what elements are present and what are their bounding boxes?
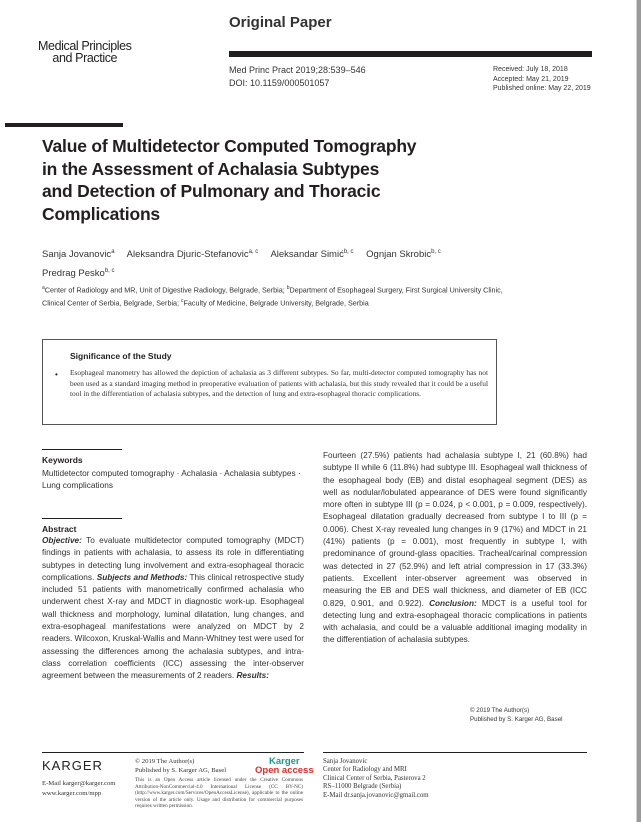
- publisher-line: Published by S. Karger AG, Basel: [470, 716, 563, 723]
- affiliation-a: Center of Radiology and MR, Unit of Digestive Radiology, Belgrade, Serbia;: [44, 285, 287, 295]
- affiliation-mark: c: [181, 297, 184, 304]
- objective-text: To evaluate multidetector computed tomography (MDCT) findings in patients with achalasia, to assess its role in differentiating subtypes in detecting lung involvement and extra-esophageal thoracic complications.: [42, 536, 304, 582]
- title-line: in the Assessment of Achalasia Subtypes: [42, 158, 380, 179]
- received-date: Received: July 18, 2018: [493, 66, 568, 73]
- oa-logo-karger: Karger: [269, 756, 300, 767]
- keywords-text: Multidetector computed tomography · Achalasia · Achalasia subtypes · Lung complications: [42, 468, 301, 490]
- publisher-line: Published by S. Karger AG, Basel: [135, 766, 227, 774]
- title-line: and Detection of Pulmonary and Thoracic: [42, 181, 381, 201]
- correspondence-line: Clinical Center of Serbia, Pasterova 2: [323, 774, 426, 782]
- correspondence-email[interactable]: E-Mail dr.sanja.jovanovic@gmail.com: [323, 791, 429, 799]
- open-access-logo: [255, 757, 314, 775]
- significance-text: Esophageal manometry has allowed the depiction of achalasia as 3 different subtypes. So far, multi-detector computed tomography has not been used as a standard imaging method in preoperative evaluation of patients with achalasia, but this study revealed that it could be a useful tool in the differentiation of achalasia subtypes, and the detection of lung and extra-esophageal thoracic complications.: [70, 368, 488, 398]
- author-name: Predrag Pesko: [42, 268, 105, 280]
- footer-copyright: [135, 758, 226, 775]
- affiliation-mark: a: [42, 285, 45, 291]
- publisher-website[interactable]: www.karger.com/mpp: [42, 789, 102, 797]
- affiliations: [42, 283, 512, 309]
- paper-type: Original Paper: [229, 14, 332, 31]
- publisher-contact: [42, 779, 116, 798]
- conclusion-text: MDCT is a useful tool for detecting lung and extra-esophageal thoracic complications in patients with achalasia, and could be a valuable additional imaging modality in the differentiation of achalasia subtypes.: [323, 598, 587, 645]
- header-rule: [229, 51, 592, 57]
- author-affiliation-mark: b, c: [431, 249, 441, 255]
- author-name: Aleksandar Simić: [270, 249, 344, 261]
- author-affiliation-mark: b, c: [104, 268, 115, 275]
- author-affiliation-mark: a: [111, 249, 115, 255]
- citation-block: [229, 64, 366, 90]
- affiliation-mark: b: [286, 285, 290, 291]
- title-line: Value of Multidetector Computed Tomography: [42, 136, 417, 156]
- author-affiliation-mark: a, c: [248, 249, 259, 255]
- correspondence-address: [323, 758, 429, 800]
- author: [366, 249, 441, 260]
- affiliation-b: Department of Esophageal Surgery, First Surgical University Clinic, Clinical Center of Serbia, Belgrade, Serbia;: [42, 285, 503, 308]
- dates-block: [493, 65, 591, 94]
- karger-logo: KARGER: [42, 758, 103, 773]
- title-rule: [5, 123, 123, 127]
- author-name: Aleksandra Djuric-Stefanovic: [126, 249, 249, 261]
- author: [42, 249, 115, 260]
- publisher-email[interactable]: E-Mail karger@karger.com: [42, 780, 116, 787]
- copyright-line: © 2019 The Author(s): [470, 707, 530, 714]
- methods-text: This clinical retrospective study included 51 patients with manometrically confirmed achalasia who underwent chest X-ray and MDCT in diagnostic work-up. Esophageal wall thickness and morphology, luminal dilatation, lung changes, and extra-esophageal manifestations were analyzed on MDCT by 2 readers. Wilcoxon, Kruskal-Wallis and Mann-Whitney test were used for assessing the differences among the achalasia subtypes, and intra-class correlation coefficients (ICC) assessing the inter-observer agreement between the measurements of 2 readers.: [42, 572, 304, 681]
- accepted-date: Accepted: May 21, 2019: [493, 75, 569, 83]
- abstract-column-right: [323, 450, 587, 647]
- keywords-rule: [42, 449, 122, 450]
- license-text: This is an Open Access article licensed under the Creative Commons Attribution-NonCommercial-4.0 International License (CC BY-NC) (http://www.karger.com/Services/OpenAccessLicense), applicable to the online version of the article only. Usage and distribution for commercial purposes requires written permission.: [135, 777, 303, 810]
- author: [270, 249, 353, 260]
- correspondence-name: Sanja Jovanovic: [323, 758, 368, 765]
- journal-logo-line2: and Practice: [52, 51, 118, 65]
- paper-title: [42, 135, 502, 225]
- significance-box: [42, 339, 497, 425]
- correspondence-line: RS–11000 Belgrade (Serbia): [323, 783, 402, 791]
- copyright-line: © 2019 The Author(s): [135, 758, 195, 765]
- author-affiliation-mark: b, c: [343, 249, 354, 255]
- abstract-copyright: [470, 706, 588, 724]
- title-line: Complications: [42, 203, 160, 224]
- results-text: Fourteen (27.5%) patients had achalasia subtype I, 21 (60.8%) had subtype II while 6 (11.8%) had subtype III. Esophageal wall thickness of the esophageal body (EB) and distal esophageal segment (DES) as well as nodular/lobulated appearance of DES were found significantly more often in subtype III (p = 0.024, p < 0.001, p = 0.009, respectively). Esophageal dilatation gradually decreased from subtype I to III (p = 0.006). Chest X-ray revealed lung changes in 9 (17%) and MDCT in 21 (41%) patients (p = 0.001), most frequently in subtype I, with predominance of ground-glass opacities. Tracheal/carinal compression was detected in 27 (52.9%) and left atrial compression in 17 (33.3%) patients. Excellent inter-observer agreement was observed in measuring the EB and DES wall thickness, and diameter of EB (ICC 0.829, 0.901, and 0.922).: [323, 451, 587, 608]
- author-name: Ognjan Skrobic: [366, 249, 432, 261]
- bullet-icon: •: [55, 370, 58, 379]
- abstract-rule: [42, 518, 122, 519]
- citation: Med Princ Pract 2019;28:539–546: [229, 65, 366, 75]
- affiliation-c: Faculty of Medicine, Belgrade University, Belgrade, Serbia: [183, 298, 369, 308]
- footer-rule-right: [323, 752, 587, 753]
- significance-heading: Significance of the Study: [70, 351, 172, 361]
- oa-logo-open-access: Open access: [255, 765, 314, 776]
- results-label: Results:: [236, 671, 270, 681]
- footer-rule-left: [42, 752, 304, 753]
- abstract-heading: Abstract: [42, 524, 77, 534]
- conclusion-label: Conclusion:: [429, 598, 477, 608]
- scrollbar[interactable]: [636, 0, 641, 822]
- keywords-heading: Keywords: [42, 455, 83, 465]
- abstract-column-left: [42, 535, 304, 683]
- objective-label: Objective:: [42, 536, 82, 545]
- doi[interactable]: DOI: 10.1159/000501057: [229, 78, 330, 88]
- author-name: Sanja Jovanovic: [42, 249, 112, 261]
- author-list: [42, 244, 502, 282]
- journal-logo: [38, 40, 132, 64]
- methods-label: Subjects and Methods:: [96, 572, 188, 582]
- journal-logo-line1: Medical Principles: [38, 39, 132, 53]
- correspondence-line: Center for Radiology and MRI: [323, 766, 407, 774]
- author: [42, 268, 115, 279]
- published-date: Published online: May 22, 2019: [493, 85, 591, 92]
- author: [127, 249, 259, 260]
